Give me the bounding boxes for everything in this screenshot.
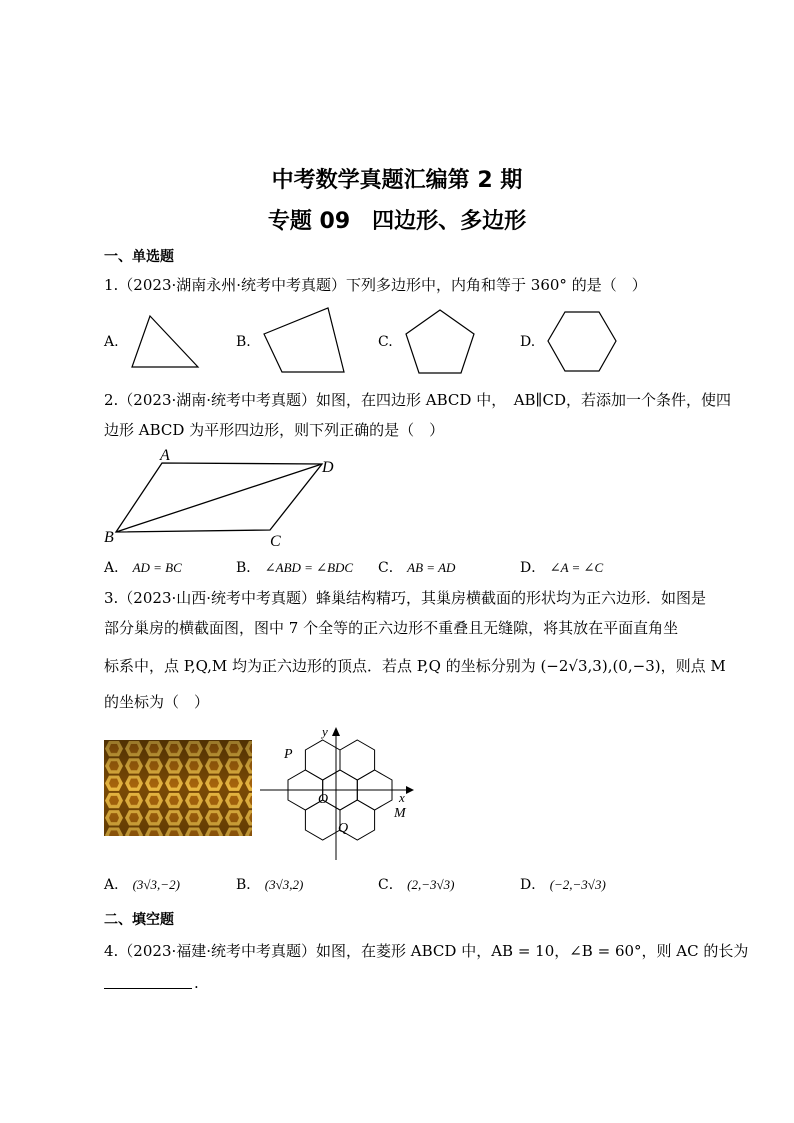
q3-option-c-label: C． [378,877,403,893]
q3-option-c [378,874,455,894]
hexagon-cell [340,740,375,780]
x-axis-arrow-icon [406,786,414,794]
q4-answer-blank[interactable] [104,988,192,989]
q2-label-d: D [322,459,334,476]
point-m-label: M [394,806,406,821]
q2-label-a: A [160,447,170,464]
q3-option-d-math: (−2,−3√3) [549,877,606,892]
page-title: 中考数学真题汇编第 2 期 [271,168,523,193]
question-2-line-2: 边形 ABCD 为平形四边形，则下列正确的是（ ） [104,421,445,439]
y-axis-label: y [322,724,328,739]
q2-option-d [520,557,603,577]
q2-option-b [236,557,353,577]
q2-option-c-label: C． [378,560,403,576]
point-p-label: P [284,747,293,762]
q3-option-a-label: A． [104,877,129,893]
hexagon-cell [305,740,340,780]
section-heading-single-choice: 一、单选题 [104,249,174,265]
q3-option-b-math: (3√3,2) [264,877,304,892]
q2-option-b-label: B． [236,560,261,576]
question-4-text: 4.（2023·福建·统考中考真题）如图，在菱形 ABCD 中，AB = 10，∠B = 60°，则 AC 的长为 [104,942,749,960]
q3-option-d [520,874,606,894]
y-axis-arrow-icon [332,727,340,736]
q2-option-d-label: D． [520,560,546,576]
point-q-label: Q [338,821,349,836]
q4-blank-end: . [194,974,199,992]
q1-option-d-label: D. [520,334,536,350]
question-3-line-1: 3.（2023·山西·统考中考真题）蜂巢结构精巧，其巢房横截面的形状均为正六边形．如图是 [104,589,707,607]
question-1-text: 1.（2023·湖南永州·统考中考真题）下列多边形中，内角和等于 360° 的是（ ） [104,276,647,294]
q3-option-b-label: B． [236,877,261,893]
q2-option-c-math: AB = AD [407,560,456,575]
q1-pentagon-figure [402,306,478,378]
question-3-line-2: 部分巢房的横截面图，图中 7 个全等的正六边形不重叠且无缝隙，将其放在平面直角坐 [104,619,679,637]
q1-option-b-label: B. [236,334,251,350]
q1-option-c-label: C. [378,334,393,350]
q1-triangle-figure [128,310,208,372]
question-3-line-4: 的坐标为（ ） [104,693,210,711]
q2-option-d-math: ∠A = ∠C [549,560,604,575]
q1-quadrilateral-figure [260,304,350,376]
question-2-line-1: 2.（2023·湖南·统考中考真题）如图，在四边形 ABCD 中， AB∥CD，若添加一个条件，使四 [104,391,731,409]
q1-option-a-label: A. [104,334,119,350]
q2-label-b: B [104,529,114,546]
q3-hexagon-grid-figure [256,722,426,862]
q1-hexagon-figure [545,309,619,375]
q3-option-a-math: (3√3,−2) [132,877,180,892]
q2-option-a-math: AD = BC [132,560,182,575]
q2-label-c: C [270,533,281,550]
q3-option-d-label: D． [520,877,546,893]
honeycomb-photo [104,740,252,836]
q2-option-a-label: A． [104,560,129,576]
q2-parallelogram-figure [100,444,350,554]
topic-title: 专题 09 四边形、多边形 [267,209,527,234]
q3-option-a [104,874,180,894]
x-axis-label: x [399,790,405,805]
q2-option-a [104,557,182,577]
q2-option-b-math: ∠ABD = ∠BDC [264,560,354,575]
question-3-line-3: 标系中，点 P,Q,M 均为正六边形的顶点．若点 P,Q 的坐标分别为 (−2√3,3),(0,−3)，则点 M [104,657,726,675]
origin-label: O [318,792,329,807]
q3-option-c-math: (2,−3√3) [407,877,455,892]
section-heading-fill-blank: 二、填空题 [104,912,174,928]
q2-option-c [378,557,455,577]
q3-option-b [236,874,303,894]
